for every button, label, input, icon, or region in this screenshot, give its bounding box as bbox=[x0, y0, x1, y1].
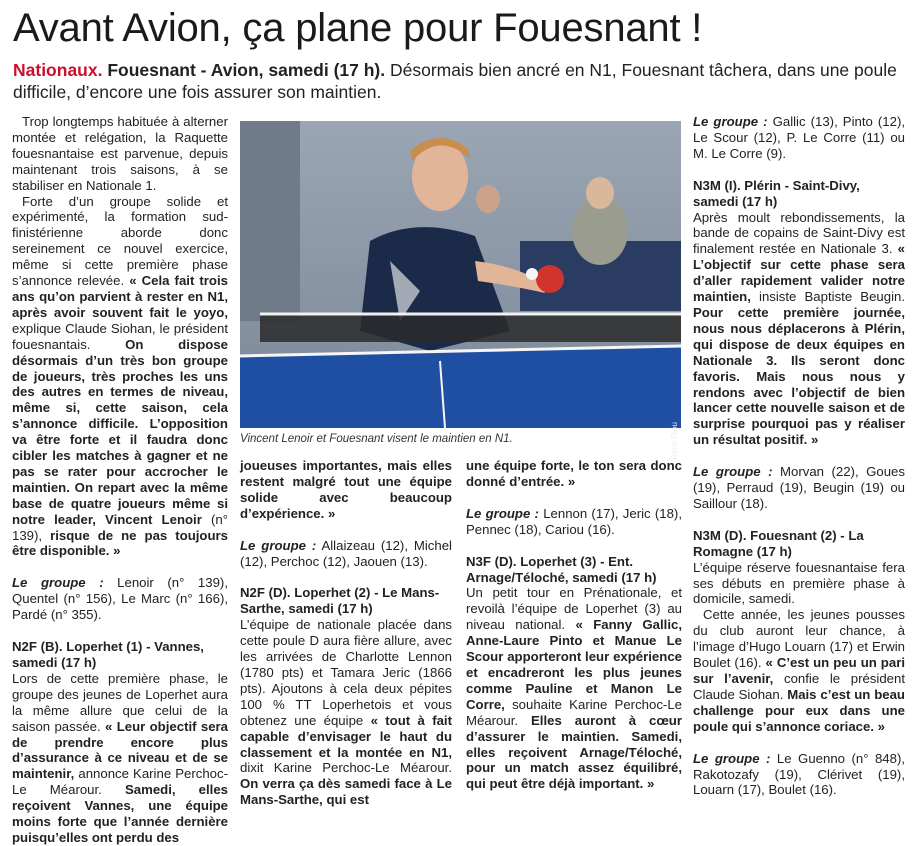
quote: risque de ne pas toujours être disponible. » bbox=[12, 527, 228, 559]
section-heading-n3m-i: N3M (I). Plérin - Saint-Divy, samedi (17 h) bbox=[693, 177, 860, 209]
text: Lors de cette première phase, le groupe des jeunes de Loperhet aura la même allure que celui de la saison passée. bbox=[12, 670, 228, 734]
section-heading-n2f-b: N2F (B). Loperhet (1) - Vannes, samedi (17 h) bbox=[12, 639, 204, 670]
quote: On dispose désormais d’un très bon groupe de joueurs, très proches les uns des autres en termes de niveau, même si, cette saison, cela s’annonce difficile. L’opposition va être forte et il faudra donc cibler les matches à gagner et ne pas se rater pour accrocher le maintien. On repart avec la même base de quatre joueurs même si notre leader, Vincent Lenoir bbox=[12, 336, 228, 527]
group-label: Le groupe : bbox=[12, 575, 104, 591]
article-column-2 bbox=[240, 458, 452, 808]
section-heading-n3m-d: N3M (D). Fouesnant (2) - La Romagne (17 h) bbox=[693, 527, 864, 559]
group-loperhet-1 bbox=[240, 538, 452, 570]
article-column-1 bbox=[12, 114, 228, 845]
table-tennis-player-photo-icon bbox=[240, 121, 681, 428]
text: insiste Baptiste Beugin. bbox=[750, 289, 905, 305]
group-text: Gallic (13), Pinto (12), Le Scour (12), P. Le Corre (11) ou M. Le Corre (9). bbox=[693, 114, 905, 161]
photo-caption: Vincent Lenoir et Fouesnant visent le maintien en N1. bbox=[240, 433, 513, 445]
quote: On verra ça dès samedi face à Le Mans-Sarthe, qui est bbox=[240, 776, 452, 808]
headline: Avant Avion, ça plane pour Fouesnant ! bbox=[13, 6, 703, 50]
group-loperhet-2 bbox=[466, 506, 682, 538]
paragraph-siohan bbox=[12, 194, 228, 560]
group-text: Lennon (17), Jeric (18), Pennec (18), Cariou (16). bbox=[466, 505, 682, 537]
quote: « Fanny Gallic, Anne-Laure Pinto et Manue Le Scour apporteront leur expérience et encadreront les plus jeunes comme Pauline et Manon Le Corre, bbox=[466, 617, 682, 712]
section-heading-n2f-d: N2F (D). Loperhet (2) - Le Mans-Sarthe, samedi (17 h) bbox=[240, 585, 440, 617]
standfirst-text: Désormais bien ancré en N1, Fouesnant tâchera, dans une poule difficile, d’encore une fois assurer son maintien. bbox=[13, 60, 897, 102]
quote: Pour cette première journée, nous nous déplacerons à Plérin, qui dispose de deux équipes en Nationale 3. Ils seront donc favoris. Mais nous nous y rendons avec l’objectif de bien lancer cette nouvelle saison et de surprise pourquoi pas y réaliser un résultat positif. » bbox=[693, 304, 905, 448]
paragraph-n3f-d bbox=[466, 585, 682, 792]
group-label: Le groupe : bbox=[693, 114, 768, 129]
group-label: Le groupe : bbox=[693, 464, 773, 480]
quote: Samedi, elles reçoivent Vannes, une équipe moins forte que l’année dernière puisqu’elles ont perdu des bbox=[12, 782, 228, 845]
paragraph-n3m-d-1 bbox=[693, 560, 905, 608]
quote: joueuses importantes, mais elles restent malgré tout une équipe solide avec beaucoup d’expérience. » bbox=[240, 458, 452, 521]
text: annonce Karine Perchoc-Le Méarour. bbox=[12, 766, 228, 798]
quote: une équipe forte, le ton sera donc donné d’entrée. » bbox=[466, 458, 682, 489]
group-loperhet-3 bbox=[693, 114, 905, 162]
text: (n° 139), bbox=[12, 511, 228, 543]
group-saint-divy bbox=[693, 464, 905, 512]
paragraph-n3m-d-2 bbox=[693, 607, 905, 734]
paragraph-n3m-i bbox=[693, 210, 905, 449]
group-fouesnant-2 bbox=[693, 751, 905, 799]
article-column-4 bbox=[693, 114, 905, 798]
group-label: Le groupe : bbox=[240, 537, 317, 553]
group-text: Le Guenno (n° 848), Rakotozafy (19), Clérivet (19), Louarn (17), Boulet (16). bbox=[693, 750, 905, 798]
group-text: Lenoir (n° 139), Quentel (n° 156), Le Marc (n° 166), Pardé (n° 355). bbox=[12, 575, 228, 623]
text: confie le président Claude Siohan. bbox=[693, 671, 905, 702]
quote: « L’objectif sur cette phase sera d’aller rapidement valider notre maintien, bbox=[693, 241, 905, 305]
group-label: Le groupe : bbox=[693, 750, 771, 766]
photo-credit: René Riou bbox=[670, 422, 679, 460]
paragraph-continued bbox=[240, 458, 452, 522]
text: Cette année, les jeunes pousses du club auront leur chance, à l’image d’Hugo Louarn (17) et Erwin Boulet (16). bbox=[693, 607, 905, 671]
group-text: Morvan (22), Goues (19), Perraud (19), Beugin (19) ou Saillour (18). bbox=[693, 464, 905, 511]
quote: « Leur objectif sera de prendre encore plus d’assurance à ce niveau et de se maintenir, bbox=[12, 718, 228, 782]
quote: Elles auront à cœur d’assurer le maintien. Samedi, elles reçoivent Arnage/Téloché, pour un match assez équilibré, qui peut être déjà important. » bbox=[466, 712, 682, 792]
standfirst bbox=[13, 59, 898, 103]
text: souhaite Karine Perchoc-Le Méarour. bbox=[466, 696, 682, 728]
standfirst-kicker: Nationaux. bbox=[13, 60, 103, 80]
quote: « C’est un peu un pari sur l’avenir, bbox=[693, 655, 905, 686]
standfirst-match: Fouesnant - Avion, samedi (17 h). bbox=[107, 60, 386, 80]
group-fouesnant bbox=[12, 575, 228, 623]
text: dixit Karine Perchoc-Le Méarour. bbox=[240, 760, 452, 776]
text: L’équipe de nationale placée dans cette poule D aura fière allure, avec les arrivées de Charlotte Lennon (1780 pts) et Tamara Jeric (1866 pts). Ajoutons à cela deux pépites 100 % TT Loperhetois et vous obtenez une équipe bbox=[240, 617, 452, 728]
text: Après moult rebondissements, la bande de copains de Saint-Divy est finalement restée en Nationale 3. bbox=[693, 209, 905, 257]
article-column-3 bbox=[466, 458, 682, 792]
section-heading-n3f-d: N3F (D). Loperhet (3) - Ent. Arnage/Téloché, samedi (17 h) bbox=[466, 553, 657, 585]
group-text: Allaizeau (12), Michel (12), Perchoc (12), Jaouen (13). bbox=[240, 537, 452, 569]
paragraph-continued bbox=[466, 458, 682, 490]
paragraph-n2f-b bbox=[12, 671, 228, 846]
group-label: Le groupe : bbox=[466, 505, 539, 521]
text: explique Claude Siohan, le président fouesnantais. bbox=[12, 320, 228, 352]
text: L’équipe réserve fouesnantaise fera ses débuts en première phase à domicile, samedi. bbox=[693, 559, 905, 607]
quote: Mais c’est un beau challenge pour eux dans une poule qui s’annonce coriace. » bbox=[693, 686, 905, 734]
quote: « tout à fait capable d’envisager le haut du classement et la montée en N1, bbox=[240, 712, 452, 760]
text: Forte d’un groupe solide et expérimenté, la formation sud-finistérienne aborde donc sereinement ce nouvel exercice, même si cette première phase s’annonce relevée. bbox=[12, 193, 228, 289]
paragraph-n2f-d bbox=[240, 617, 452, 808]
quote: « Cela fait trois ans qu’on parvient à rester en N1, après avoir souvent fait le yoyo, bbox=[12, 273, 228, 320]
paragraph-intro: Trop longtemps habituée à alterner montée et relégation, la Raquette fouesnantaise est parvenue, depuis maintenant trois saisons, à se stabiliser en Nationale 1. bbox=[12, 114, 228, 193]
text: Un petit tour en Prénationale, et revoilà l’équipe de Loperhet (3) au niveau national. bbox=[466, 585, 682, 633]
